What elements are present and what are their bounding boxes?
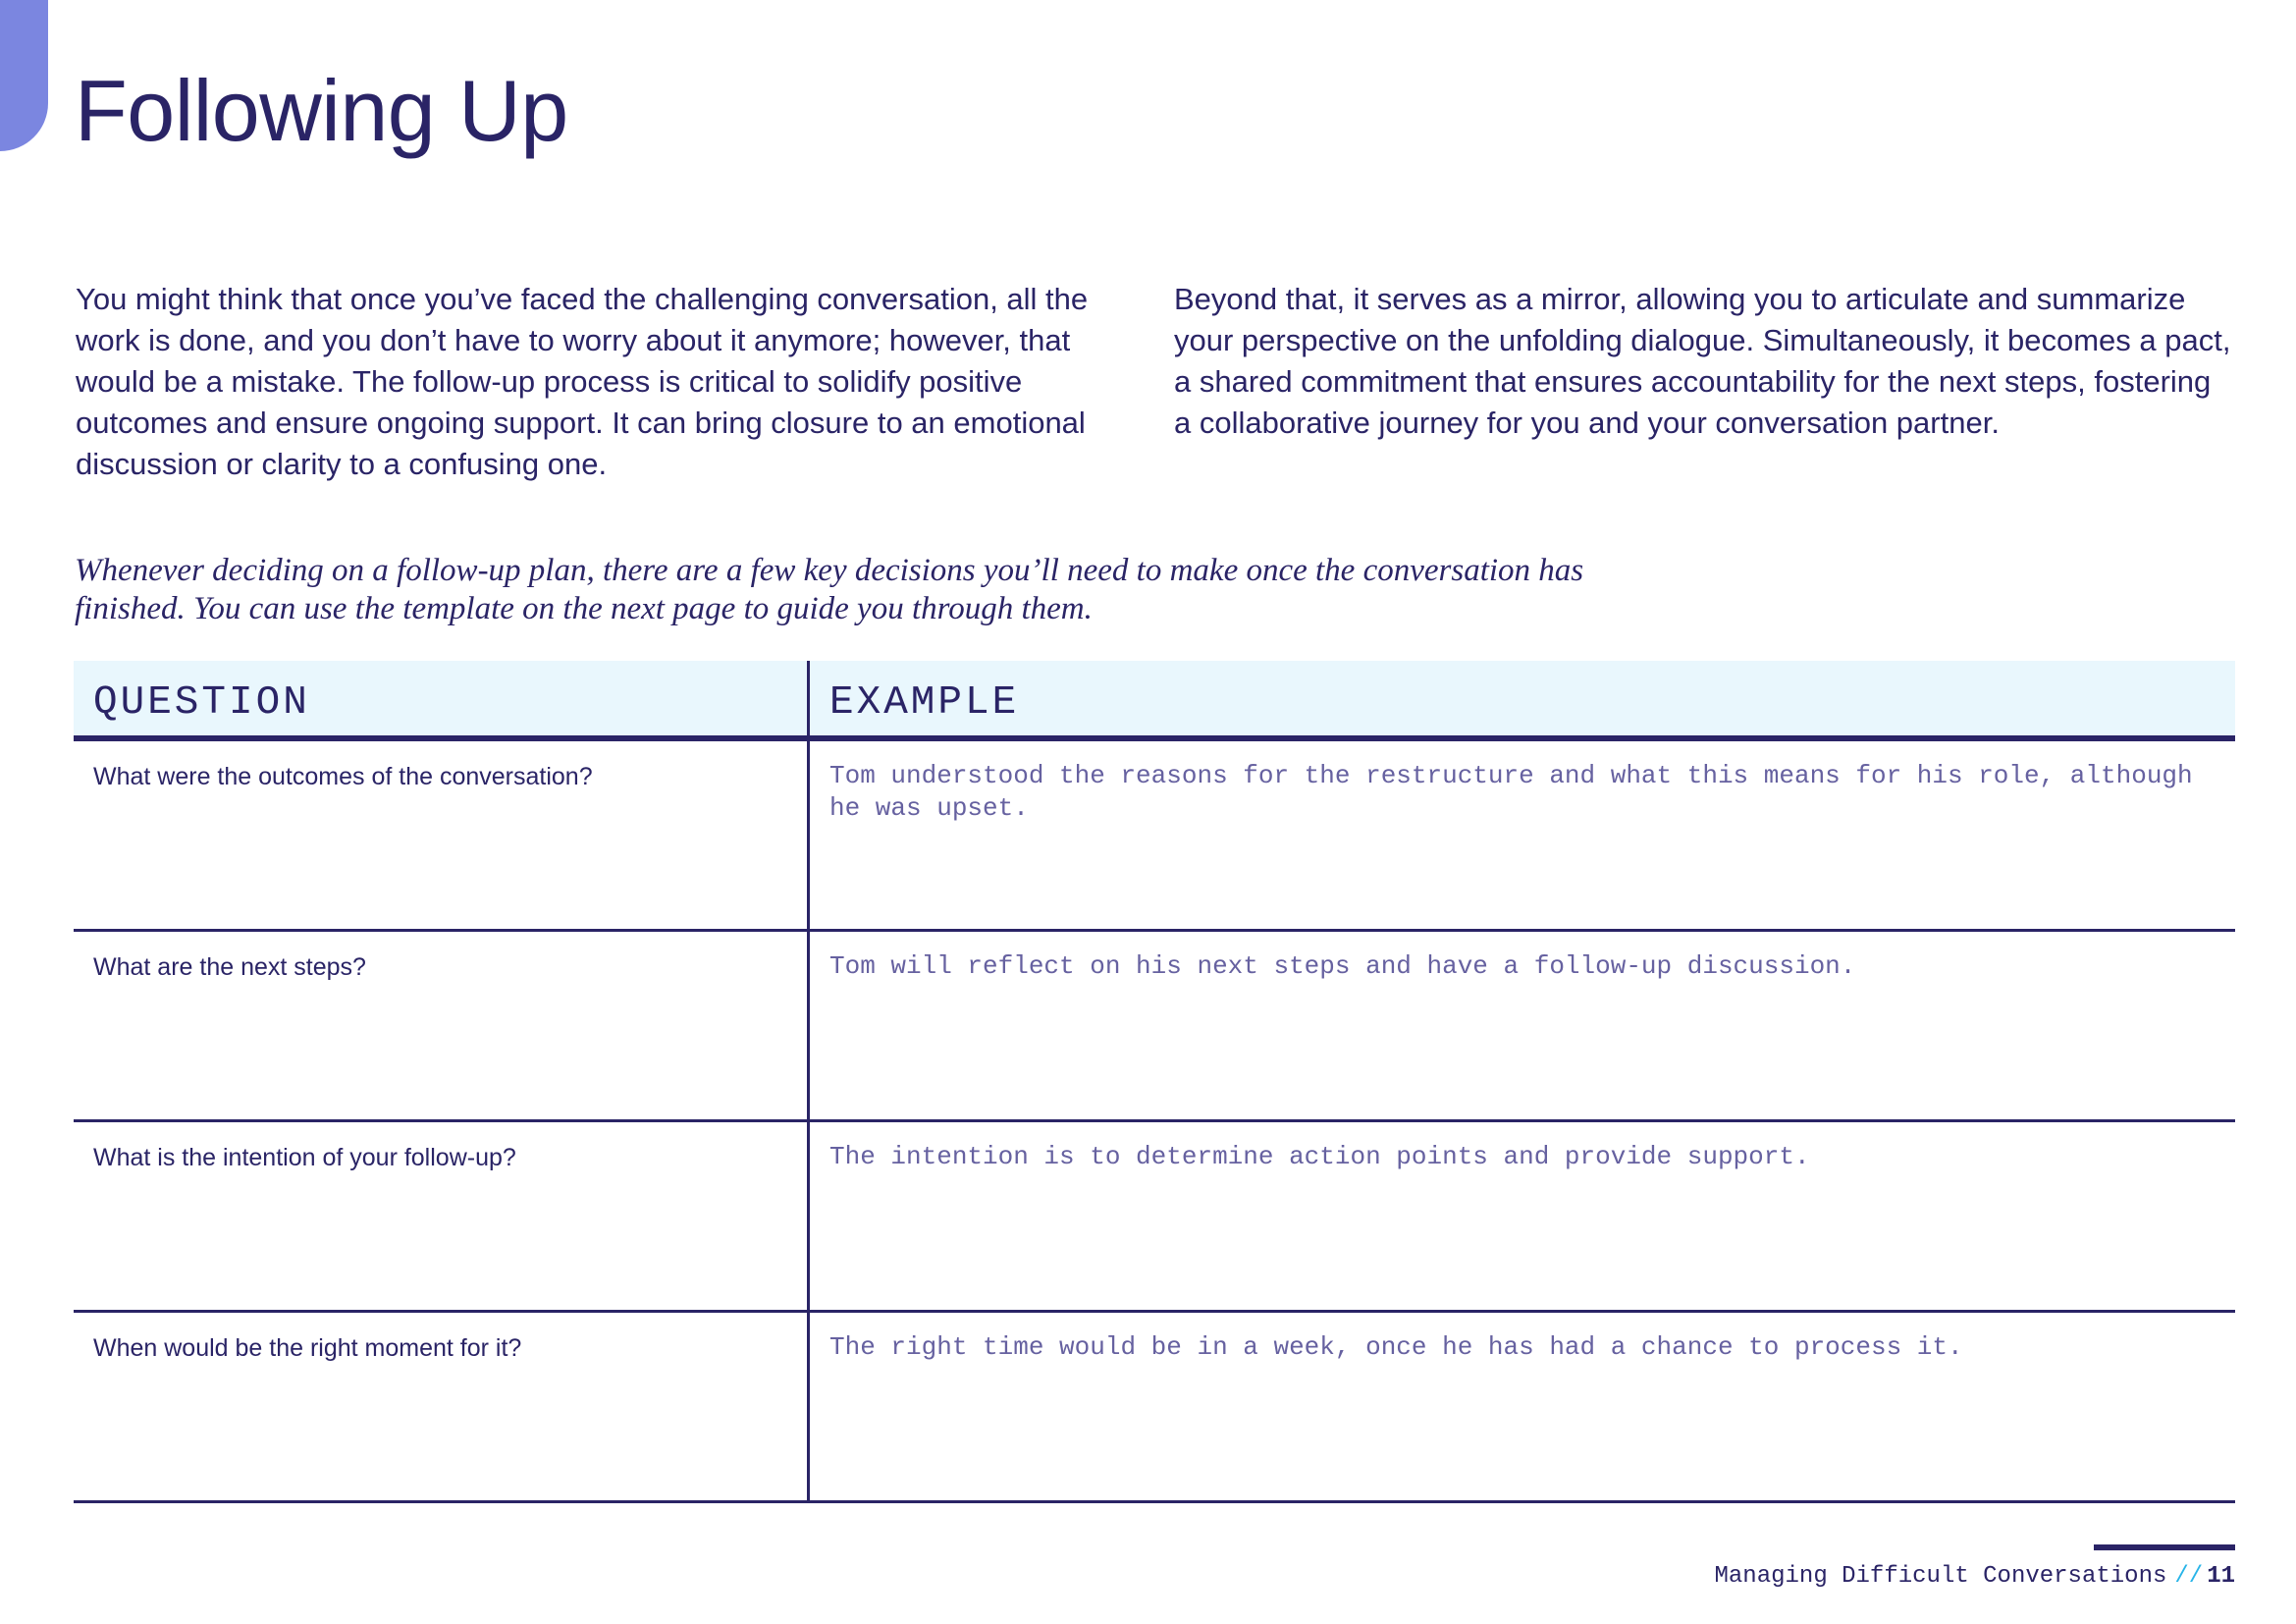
example-cell: Tom understood the reasons for the restructure and what this means for his role, although he was upset. — [829, 761, 2193, 823]
corner-accent-tab — [0, 0, 48, 151]
follow-up-table — [74, 661, 2235, 1503]
question-cell: What are the next steps? — [74, 932, 810, 1119]
table-row — [74, 1122, 2235, 1313]
intro-paragraph-right: Beyond that, it serves as a mirror, allowing you to articulate and summarize your perspective on the unfolding dialogue. Simultaneously, it becomes a pact, a shared commitment that ensures accountability for the next steps, fostering a collaborative journey for you and your conversation partner. — [1174, 282, 2231, 440]
table-header-row — [74, 661, 2235, 741]
intro-paragraph-left: You might think that once you’ve faced the challenging conversation, all the work is done, and you don’t have to worry about it anymore; however, that would be a mistake. The follow-up process is critical to solidify positive outcomes and ensure ongoing support. It can bring closure to an emotional discussion or clarity to a confusing one. — [76, 282, 1089, 481]
page-number: 11 — [2207, 1563, 2235, 1590]
question-cell: What were the outcomes of the conversation? — [74, 741, 810, 929]
example-cell: The intention is to determine action points and provide support. — [829, 1142, 1810, 1171]
column-header-question: QUESTION — [74, 661, 810, 735]
column-header-example: EXAMPLE — [829, 680, 1020, 726]
example-cell: Tom will reflect on his next steps and have a follow-up discussion. — [829, 951, 1856, 981]
footer-separator: // — [2174, 1563, 2204, 1590]
question-cell: When would be the right moment for it? — [74, 1313, 810, 1500]
page-footer — [1715, 1561, 2236, 1593]
lead-text: Whenever deciding on a follow-up plan, there are a few key decisions you’ll need to make once the conversation has finished. You can use the template on the next page to guide you through them. — [75, 553, 1584, 626]
table-row — [74, 741, 2235, 932]
footer-accent-bar — [2094, 1544, 2235, 1550]
table-row — [74, 932, 2235, 1122]
footer-document-title: Managing Difficult Conversations — [1714, 1563, 2167, 1590]
page-title: Following Up — [75, 62, 568, 159]
example-cell: The right time would be in a week, once he has had a chance to process it. — [829, 1332, 1963, 1362]
table-row — [74, 1313, 2235, 1503]
question-cell: What is the intention of your follow-up? — [74, 1122, 810, 1310]
